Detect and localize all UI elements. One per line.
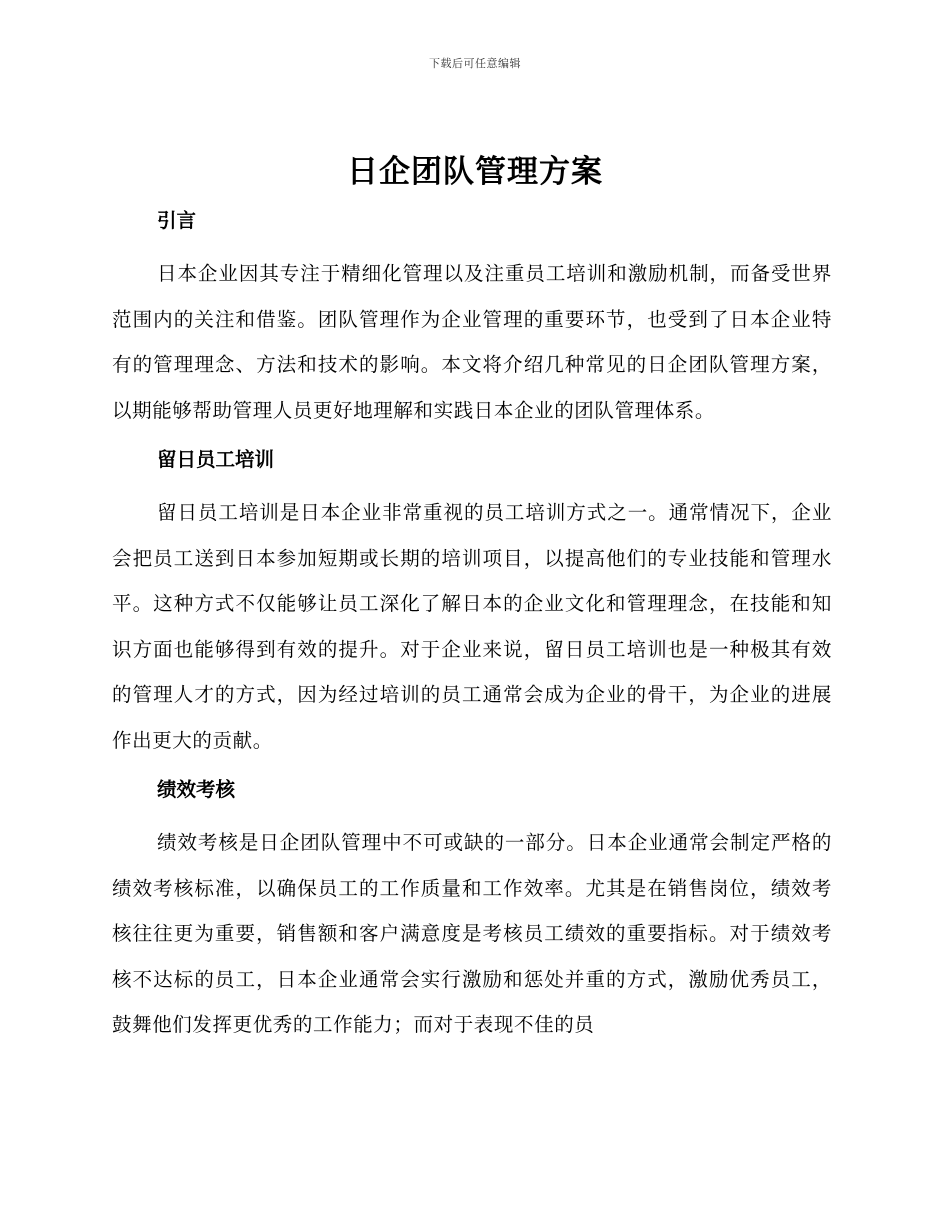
section-paragraph: 日本企业因其专注于精细化管理以及注重员工培训和激励机制，而备受世界范围内的关注和借鉴。团队管理作为企业管理的重要环节，也受到了日本企业特有的管理理念、方法和技术的影响。本文将介绍几种常见的日企团队管理方案，以期能够帮助管理人员更好地理解和实践日本企业的团队管理体系。 bbox=[112, 262, 832, 422]
document-body bbox=[112, 204, 832, 1048]
section-paragraph: 留日员工培训是日本企业非常重视的员工培训方式之一。通常情况下，企业会把员工送到日本参加短期或长期的培训项目，以提高他们的专业技能和管理水平。这种方式不仅能够让员工深化了解日本的企业文化和管理理念，在技能和知识方面也能够得到有效的提升。对于企业来说，留日员工培训也是一种极其有效的管理人才的方式，因为经过培训的员工通常会成为企业的骨干，为企业的进展作出更大的贡献。 bbox=[112, 501, 832, 752]
section-heading: 引言 bbox=[157, 209, 197, 232]
section-heading: 留日员工培训 bbox=[157, 448, 275, 471]
document-title: 日企团队管理方案 bbox=[347, 154, 603, 190]
section-heading: 绩效考核 bbox=[157, 778, 236, 801]
section-introduction bbox=[112, 204, 832, 433]
section-performance-review bbox=[112, 773, 832, 1048]
section-paragraph: 绩效考核是日企团队管理中不可或缺的一部分。日本企业通常会制定严格的绩效考核标准，以确保员工的工作质量和工作效率。尤其是在销售岗位，绩效考核往往更为重要，销售额和客户满意度是考核员工绩效的重要指标。对于绩效考核不达标的员工，日本企业通常会实行激励和惩处并重的方式，激励优秀员工，鼓舞他们发挥更优秀的工作能力；而对于表现不佳的员 bbox=[112, 831, 832, 1036]
section-japan-training bbox=[112, 443, 832, 763]
header-note: 下载后可任意编辑 bbox=[429, 57, 521, 70]
